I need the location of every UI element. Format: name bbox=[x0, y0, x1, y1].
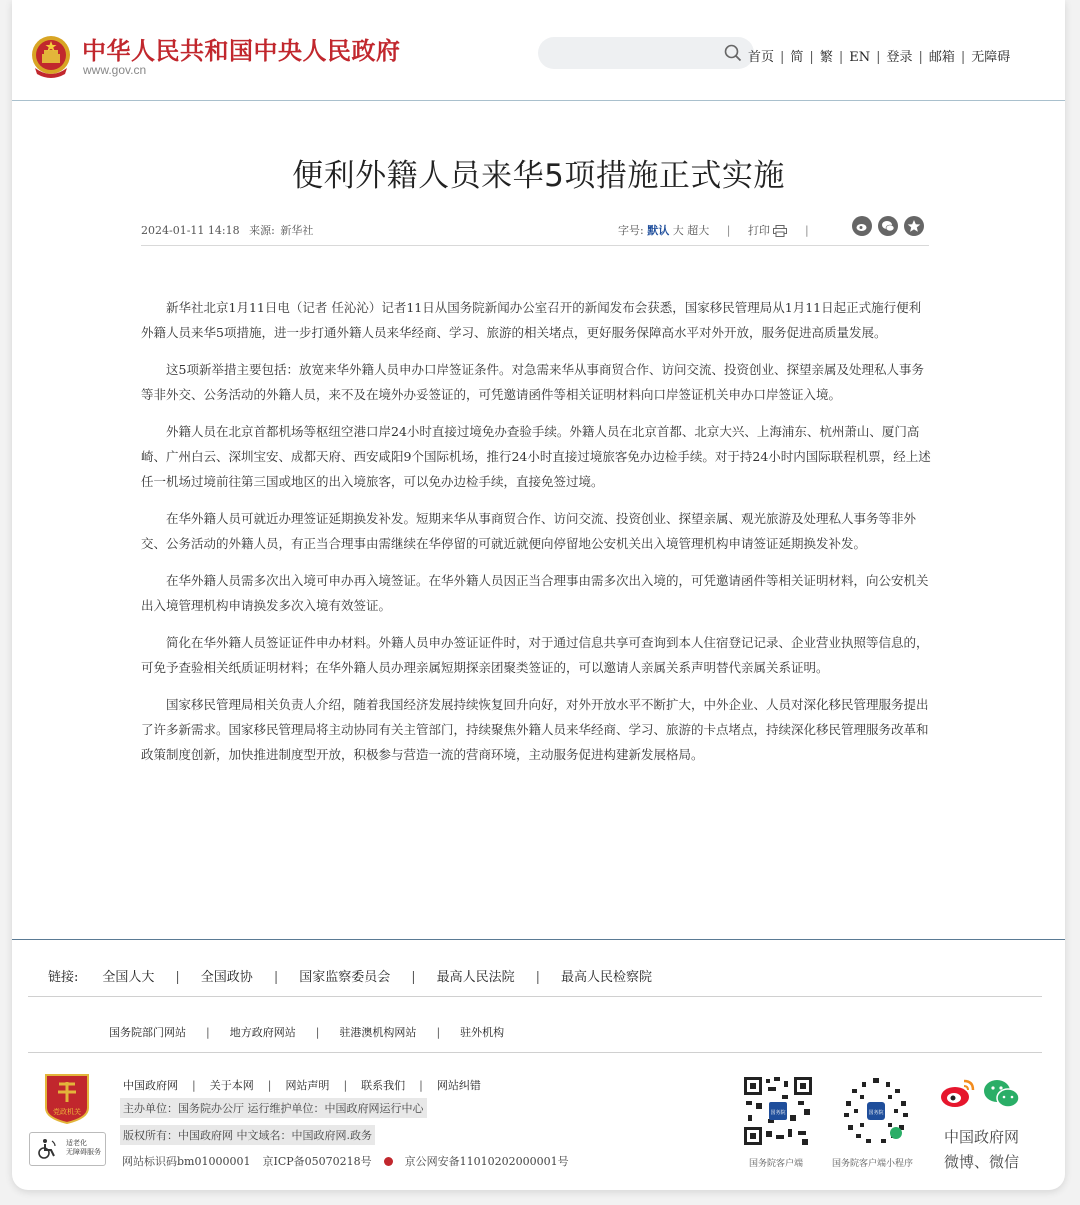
article-date: 2024-01-11 14:18 bbox=[141, 224, 240, 237]
link-cppcc[interactable]: 全国政协 bbox=[200, 970, 253, 985]
links-label: 链接: bbox=[48, 970, 79, 985]
wheelchair-icon bbox=[36, 1138, 60, 1160]
nav-divider: | bbox=[918, 50, 923, 65]
police-badge-icon bbox=[384, 1157, 393, 1166]
footer-link-statement[interactable]: 网站声明 bbox=[285, 1079, 330, 1092]
police-label: 京公网安备11010202000001号 bbox=[404, 1155, 569, 1168]
qr-app-label: 国务院 bbox=[770, 1110, 786, 1116]
footer-divider bbox=[28, 996, 1042, 997]
accessibility-text-1: 适老化 bbox=[66, 1140, 87, 1147]
link-court[interactable]: 最高人民法院 bbox=[436, 970, 515, 985]
meta-divider bbox=[141, 245, 929, 246]
footer-divider bbox=[28, 1052, 1042, 1053]
nav-divider: | bbox=[876, 50, 881, 65]
share-buttons bbox=[852, 215, 930, 236]
footer-sub-links bbox=[109, 1024, 504, 1040]
badge-text: 党政机关 bbox=[53, 1108, 81, 1116]
link-divider: | bbox=[206, 1026, 210, 1039]
nav-home[interactable]: 首页 bbox=[748, 50, 775, 65]
share-weibo-button[interactable] bbox=[852, 216, 872, 236]
link-divider: | bbox=[343, 1079, 348, 1092]
star-icon bbox=[907, 219, 921, 233]
favorite-button[interactable] bbox=[904, 216, 924, 236]
footer-copyright: 版权所有：中国政府网 中文域名：中国政府网.政务 bbox=[120, 1125, 375, 1145]
nav-divider: | bbox=[809, 50, 814, 65]
link-local-gov[interactable]: 地方政府网站 bbox=[229, 1026, 296, 1039]
search-icon[interactable] bbox=[724, 44, 742, 62]
footer-link-home[interactable]: 中国政府网 bbox=[123, 1079, 178, 1092]
print-label: 打印 bbox=[747, 224, 770, 237]
police-link[interactable] bbox=[384, 1155, 581, 1168]
nav-divider: | bbox=[780, 50, 785, 65]
paragraph: 外籍人员在北京首都机场等枢纽空港口岸24小时直接过境免办查验手续。外籍人员在北京首都、北京大兴、上海浦东、杭州萧山、厦门高崎、广州白云、深圳宝安、成都天府、西安咸阳9个国际机场，推行24小时直接过境旅客免办边检手续。对于持24小时内国际联程机票，经上述任一机场过境前往第三国或地区的出入境旅客，可以免办边检手续，直接免签过境。 bbox=[141, 424, 931, 489]
accessibility-service-button[interactable] bbox=[29, 1132, 106, 1166]
social-subtitle: 微博、微信 bbox=[944, 1153, 1020, 1171]
print-button[interactable] bbox=[748, 224, 791, 237]
wechat-icon bbox=[881, 219, 895, 233]
site-title[interactable]: 中华人民共和国中央人民政府 bbox=[82, 38, 401, 65]
paragraph: 新华社北京1月11日电（记者 任沁沁）记者11日从国务院新闻办公室召开的新闻发布会获悉，国家移民管理局从1月11日起正式施行便利外籍人员来华5项措施，进一步打通外籍人员来华经商、学习、旅游的相关堵点，更好服务保障高水平对外开放，服务促进高质量发展。 bbox=[141, 300, 922, 340]
social-title: 中国政府网 bbox=[944, 1128, 1020, 1146]
share-wechat-button[interactable] bbox=[878, 216, 898, 236]
paragraph: 在华外籍人员需多次出入境可申办再入境签证。在华外籍人员因正当合理事由需多次出入境的，可凭邀请函件等相关证明材料，向公安机关出入境管理机构申请换发多次入境有效签证。 bbox=[141, 573, 929, 613]
paragraph: 国家移民管理局相关负责人介绍，随着我国经济发展持续恢复回升向好，对外开放水平不断扩大，中外企业、人员对深化移民管理服务提出了许多新需求。国家移民管理局将主动协同有关主管部门，持续聚焦外籍人员来华经商、学习、旅游的卡点堵点，持续深化移民管理服务改革和政策制度创新，加快推进制度型开放，积极参与营造一流的营商环境，主动服务促进构建新发展格局。 bbox=[141, 697, 929, 762]
link-divider: | bbox=[411, 970, 416, 985]
accessibility-text bbox=[66, 1139, 101, 1157]
link-divider: | bbox=[267, 1079, 272, 1092]
link-divider: | bbox=[419, 1079, 423, 1092]
accessibility-text-2: 无障碍服务 bbox=[66, 1149, 101, 1156]
nav-divider: | bbox=[838, 50, 844, 65]
qr-caption-mini-program: 国务院客户端小程序 bbox=[832, 1159, 914, 1169]
nav-mail[interactable]: 邮箱 bbox=[928, 50, 955, 65]
national-emblem-icon[interactable] bbox=[29, 34, 73, 80]
nav-simplified[interactable]: 简 bbox=[790, 50, 804, 65]
font-size-large[interactable]: 大 bbox=[672, 224, 684, 237]
site-domain: www.gov.cn bbox=[83, 63, 147, 77]
footer-link-about[interactable]: 关于本网 bbox=[209, 1079, 254, 1092]
qr-code-mini-program bbox=[840, 1075, 912, 1147]
font-size-xlarge[interactable]: 超大 bbox=[687, 224, 710, 237]
footer-divider bbox=[12, 939, 1065, 940]
link-overseas[interactable]: 驻外机构 bbox=[460, 1026, 505, 1039]
link-divider: | bbox=[315, 1026, 320, 1039]
icp-link[interactable]: 京ICP备05070218号 bbox=[262, 1155, 372, 1168]
nav-login[interactable]: 登录 bbox=[886, 50, 913, 65]
link-divider: | bbox=[192, 1079, 196, 1092]
article-title: 便利外籍人员来华5项措施正式实施 bbox=[292, 158, 785, 194]
link-divider: | bbox=[436, 1026, 441, 1039]
qr-code-app bbox=[742, 1075, 814, 1147]
footer-nav bbox=[123, 1077, 481, 1093]
social-icons bbox=[940, 1078, 1021, 1114]
link-departments[interactable]: 国务院部门网站 bbox=[109, 1026, 186, 1039]
nav-divider: | bbox=[960, 50, 966, 65]
link-divider: | bbox=[273, 970, 279, 985]
link-procuratorate[interactable]: 最高人民检察院 bbox=[561, 970, 653, 985]
paragraph: 这5项新举措主要包括：放宽来华外籍人员申办口岸签证条件。对急需来华从事商贸合作、访问交流、投资创业、探望亲属及处理私人事务等非外交、公务活动的外籍人员，来不及在境外办妥签证的，可凭邀请函件等相关证明材料向口岸签证机关申办口岸签证入境。 bbox=[141, 362, 924, 402]
article-tools bbox=[618, 222, 823, 238]
link-divider: | bbox=[535, 970, 541, 985]
nav-english[interactable]: EN bbox=[849, 50, 871, 65]
footer-ids bbox=[122, 1153, 593, 1169]
tool-divider: | bbox=[804, 224, 809, 237]
wechat-logo-icon[interactable] bbox=[983, 1078, 1021, 1110]
footer-link-correction[interactable]: 网站纠错 bbox=[436, 1079, 481, 1092]
article-source: 新华社 bbox=[280, 224, 314, 237]
footer-links bbox=[48, 966, 652, 985]
party-gov-badge-icon[interactable] bbox=[44, 1072, 90, 1124]
source-label: 来源: bbox=[249, 224, 275, 237]
link-divider: | bbox=[175, 970, 180, 985]
page bbox=[12, 0, 1065, 1190]
top-nav bbox=[748, 46, 1010, 65]
link-supervision[interactable]: 国家监察委员会 bbox=[299, 970, 391, 985]
qr-caption-app: 国务院客户端 bbox=[749, 1159, 804, 1169]
site-header bbox=[12, 0, 1065, 101]
printer-icon bbox=[773, 225, 787, 237]
link-npc[interactable]: 全国人大 bbox=[102, 970, 155, 985]
paragraph: 简化在华外籍人员签证证件申办材料。外籍人员申办签证证件时，对于通过信息共享可查询到本人住宿登记记录、企业营业执照等信息的，可免予查验相关纸质证明材料；在华外籍人员办理亲属短期探亲团聚类签证的，可以邀请人亲属关系声明替代亲属关系证明。 bbox=[141, 635, 929, 675]
nav-traditional[interactable]: 繁 bbox=[819, 50, 833, 65]
paragraph: 在华外籍人员可就近办理签证延期换发补发。短期来华从事商贸合作、访问交流、投资创业、探望亲属、观光旅游及处理私人事务等非外交、公务活动的外籍人员，有正当合理事由需继续在华停留的可就近就便向停留地公安机关出入境管理机构申请签证延期换发补发。 bbox=[141, 511, 917, 551]
article-body bbox=[141, 295, 931, 779]
weibo-logo-icon[interactable] bbox=[940, 1078, 976, 1110]
qr-mini-label: 国务院 bbox=[868, 1110, 884, 1116]
weibo-icon bbox=[855, 219, 869, 233]
tool-divider: | bbox=[726, 224, 731, 237]
link-hk-macao[interactable]: 驻港澳机构网站 bbox=[339, 1026, 417, 1039]
font-size-label: 字号: bbox=[618, 224, 644, 237]
site-id: 网站标识码bm01000001 bbox=[122, 1155, 251, 1168]
search-input[interactable] bbox=[538, 37, 754, 69]
footer-sponsor: 主办单位：国务院办公厅 运行维护单位：中国政府网运行中心 bbox=[120, 1098, 427, 1118]
article-meta bbox=[141, 222, 319, 238]
font-size-default[interactable]: 默认 bbox=[647, 224, 670, 237]
nav-accessibility[interactable]: 无障碍 bbox=[971, 50, 1011, 65]
footer-link-contact[interactable]: 联系我们 bbox=[361, 1079, 406, 1092]
